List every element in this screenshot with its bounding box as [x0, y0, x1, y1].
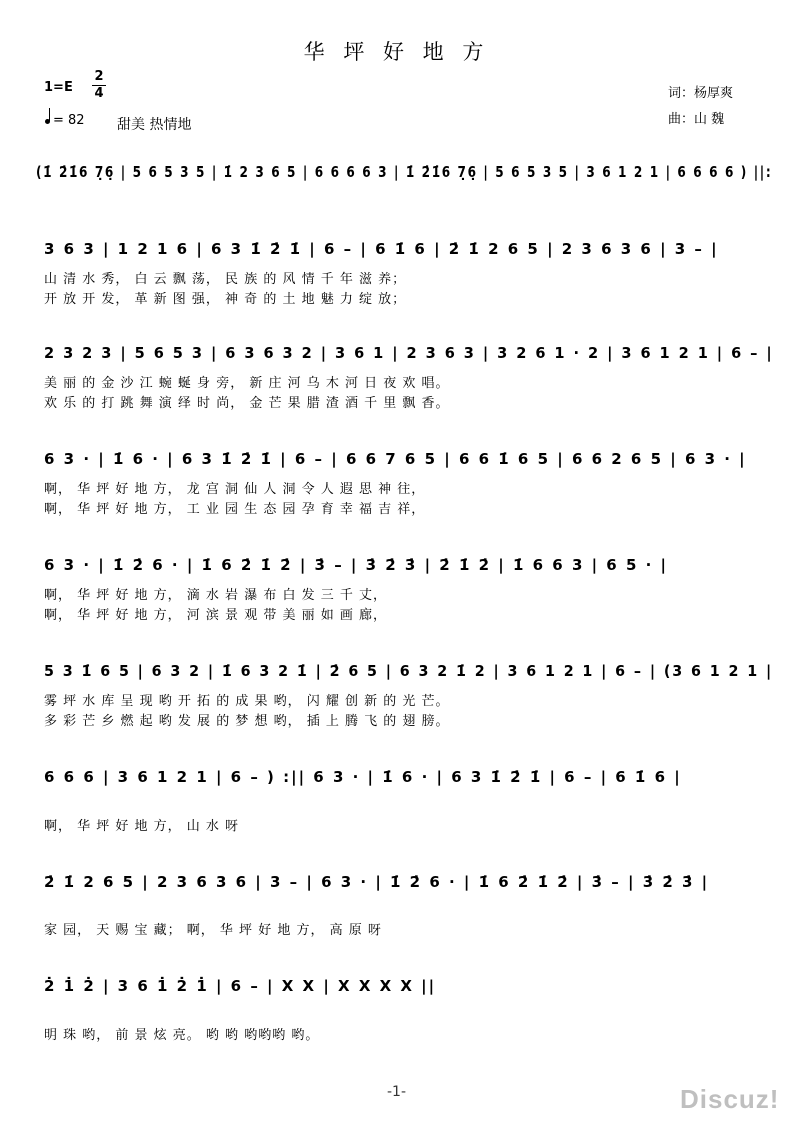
time-signature-bottom: 4 [94, 86, 104, 101]
lyric-row-5-verse-2: 啊， 华 坪 好 地 方， 河 滨 景 观 带 美 丽 如 画 廊， [44, 608, 387, 623]
score-row-9: 2̇ 1̇ 2̇ | 3 6 1̇ 2̇ 1̇ | 6 – | X X | X X X X || [44, 977, 437, 995]
score-row-2: 3 6 3 | 1 2 1 6 | 6 3 1̇ 2̇ 1̇ | 6 – | 6 1̇ 6 | 2̇ 1̇ 2 6 5 | 2 3 6 3 6 | 3 – | [44, 240, 719, 258]
lyric-row-8: 家 园， 天 赐 宝 藏； 啊， 华 坪 好 地 方， 高 原 呀 [44, 923, 382, 938]
song-title: 华 坪 好 地 方 [303, 40, 490, 64]
lyric-row-3-verse-2: 欢 乐 的 打 跳 舞 演 绎 时 尚， 金 芒 果 腊 渣 酒 千 里 飘 香。 [44, 396, 450, 411]
tempo-marking [45, 113, 85, 128]
lyric-row-4-verse-1: 啊， 华 坪 好 地 方， 龙 宫 洞 仙 人 洞 令 人 遐 思 神 往， [44, 482, 426, 497]
lyricist-credit: 词：杨厚爽 [668, 86, 734, 101]
score-row-8: 2̇ 1̇ 2 6 5 | 2 3 6 3 6 | 3 – | 6 3 · | 1̇ 2̇ 6 · | 1̇ 6 2̇ 1̇ 2̇ | 3̇ – | 3̇ 2̇ 3̇ | [44, 873, 710, 891]
lyric-row-6-verse-2: 多 彩 芒 乡 燃 起 哟 发 展 的 梦 想 哟， 插 上 腾 飞 的 翅 膀。 [44, 714, 450, 729]
lyric-row-6-verse-1: 雾 坪 水 库 呈 现 哟 开 拓 的 成 果 哟， 闪 耀 创 新 的 光 芒。 [44, 694, 450, 709]
lyric-row-4-verse-2: 啊， 华 坪 好 地 方， 工 业 园 生 态 园 孕 育 幸 福 吉 祥， [44, 502, 426, 517]
lyric-row-5-verse-1: 啊， 华 坪 好 地 方， 滴 水 岩 瀑 布 白 发 三 千 丈， [44, 588, 387, 603]
lyric-row-2-verse-2: 开 放 开 发， 革 新 图 强， 神 奇 的 土 地 魅 力 绽 放； [44, 292, 407, 307]
expression-marking: 甜美 热情地 [117, 117, 192, 133]
tempo-value: = 82 [53, 113, 85, 128]
time-signature [92, 70, 106, 101]
composer-credit: 曲：山 魏 [668, 112, 725, 127]
score-row-1: (1̇ 2̇1̇6 7̣6̣ | 5 6 5 3 5 | 1̇ 2 3 6 5 | 6 6 6 6 3 | 1̇ 2̇1̇6 7̣6̣ | 5 6 5 3 5 | 3 6 1 2 1 | 6 6 6 6 ) ||: [36, 163, 773, 181]
lyric-row-3-verse-1: 美 丽 的 金 沙 江 蜿 蜒 身 旁， 新 庄 河 乌 木 河 日 夜 欢 唱。 [44, 376, 450, 391]
score-row-7: 6 6 6 | 3 6 1 2 1 | 6 – ) :|| 6 3 · | 1̇ 6 · | 6 3 1̇ 2̇ 1̇ | 6 – | 6 1̇ 6 | [44, 768, 682, 786]
lyric-row-7: 啊， 华 坪 好 地 方， 山 水 呀 [44, 819, 240, 834]
key-signature: 1=E [44, 80, 73, 95]
lyric-row-2-verse-1: 山 清 水 秀， 白 云 飘 荡， 民 族 的 风 情 千 年 滋 养； [44, 272, 407, 287]
score-row-6: 5 3 1̇ 6 5 | 6 3 2 | 1̇ 6 3 2 1̇ | 2̇ 6 5 | 6 3 2 1̇ 2 | 3 6 1 2 1 | 6 – | (3 6 1 2 1 | [44, 662, 774, 680]
discuz-watermark: Discuz! [680, 1084, 780, 1114]
page-number: -1- [386, 1084, 406, 1100]
score-row-3: 2 3 2 3 | 5 6 5 3 | 6 3 6 3 2 | 3 6 1 | 2 3 6 3 | 3 2 6 1 · 2 | 3 6 1 2 1 | 6 – | [44, 344, 774, 362]
quarter-note-icon [45, 119, 50, 124]
score-row-5: 6 3 · | 1̇ 2̇ 6 · | 1̇ 6 2̇ 1̇ 2̇ | 3̇ – | 3̇ 2̇ 3̇ | 2̇ 1̇ 2̇ | 1̇ 6 6 3 | 6 5 · | [44, 556, 669, 574]
time-signature-top: 2 [94, 69, 104, 84]
score-row-4: 6 3 · | 1̇ 6 · | 6 3 1̇ 2̇ 1̇ | 6 – | 6 6 7 6 5 | 6 6 1̇ 6 5 | 6 6 2 6 5 | 6 3 · | [44, 450, 747, 468]
lyric-row-9: 明 珠 哟， 前 景 炫 亮。 哟 哟 哟哟哟 哟。 [44, 1028, 320, 1043]
